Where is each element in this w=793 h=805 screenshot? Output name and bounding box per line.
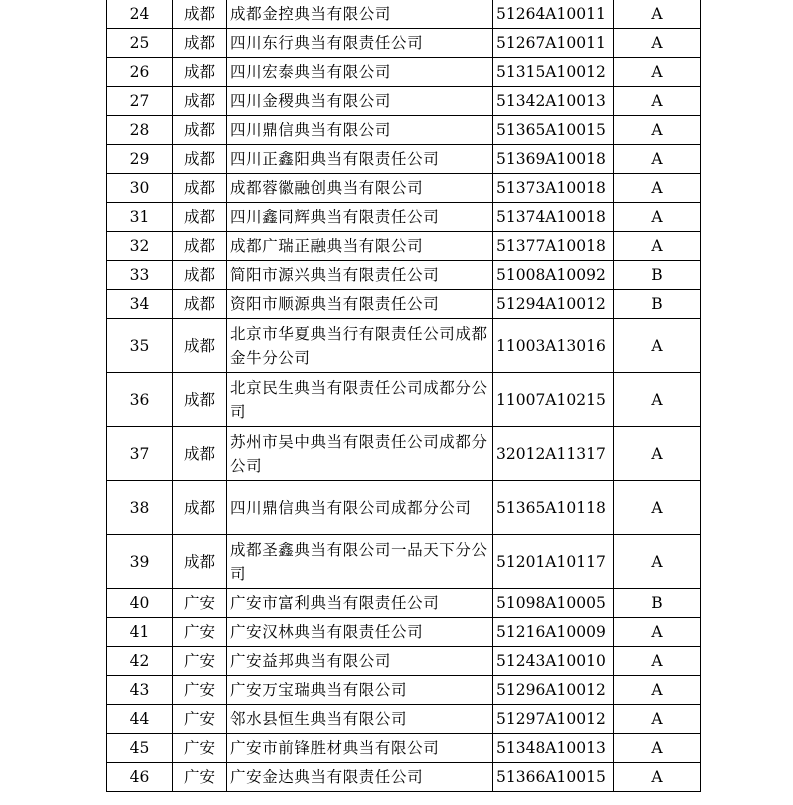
company-name-cell: 广安市富利典当有限责任公司 bbox=[227, 589, 493, 618]
city-cell: 成都 bbox=[173, 373, 227, 427]
company-name-cell: 北京市华夏典当行有限责任公司成都金牛分公司 bbox=[227, 319, 493, 373]
row-number: 33 bbox=[107, 261, 173, 290]
company-name-cell: 成都圣鑫典当有限公司一品天下分公司 bbox=[227, 535, 493, 589]
license-code-cell: 51267A10011 bbox=[493, 29, 614, 58]
table-row bbox=[107, 174, 701, 203]
table-row bbox=[107, 427, 701, 481]
city-cell: 成都 bbox=[173, 203, 227, 232]
city-cell: 广安 bbox=[173, 734, 227, 763]
rating-grade-cell: A bbox=[614, 0, 701, 29]
table-row bbox=[107, 261, 701, 290]
row-number: 29 bbox=[107, 145, 173, 174]
rating-grade-cell: A bbox=[614, 481, 701, 535]
license-code-cell: 51296A10012 bbox=[493, 676, 614, 705]
rating-grade-cell: A bbox=[614, 203, 701, 232]
license-code-cell: 51373A10018 bbox=[493, 174, 614, 203]
license-code-cell: 51098A10005 bbox=[493, 589, 614, 618]
license-code-cell: 32012A11317 bbox=[493, 427, 614, 481]
table-row bbox=[107, 319, 701, 373]
row-number: 46 bbox=[107, 763, 173, 792]
license-code-cell: 51348A10013 bbox=[493, 734, 614, 763]
table-row bbox=[107, 116, 701, 145]
row-number: 25 bbox=[107, 29, 173, 58]
license-code-cell: 51201A10117 bbox=[493, 535, 614, 589]
table-row bbox=[107, 145, 701, 174]
license-code-cell: 11007A10215 bbox=[493, 373, 614, 427]
row-number: 28 bbox=[107, 116, 173, 145]
rating-grade-cell: A bbox=[614, 232, 701, 261]
row-number: 24 bbox=[107, 0, 173, 29]
license-code-cell: 11003A13016 bbox=[493, 319, 614, 373]
license-code-cell: 51365A10015 bbox=[493, 116, 614, 145]
rating-grade-cell: A bbox=[614, 373, 701, 427]
table-row bbox=[107, 0, 701, 29]
rating-grade-cell: B bbox=[614, 261, 701, 290]
rating-grade-cell: A bbox=[614, 87, 701, 116]
row-number: 26 bbox=[107, 58, 173, 87]
city-cell: 成都 bbox=[173, 29, 227, 58]
city-cell: 广安 bbox=[173, 618, 227, 647]
pawnshop-rating-table bbox=[106, 0, 701, 792]
company-name-cell: 成都广瑞正融典当有限公司 bbox=[227, 232, 493, 261]
license-code-cell: 51294A10012 bbox=[493, 290, 614, 319]
row-number: 38 bbox=[107, 481, 173, 535]
city-cell: 广安 bbox=[173, 705, 227, 734]
company-name-cell: 北京民生典当有限责任公司成都分公司 bbox=[227, 373, 493, 427]
license-code-cell: 51369A10018 bbox=[493, 145, 614, 174]
company-name-cell: 成都金控典当有限公司 bbox=[227, 0, 493, 29]
rating-grade-cell: A bbox=[614, 116, 701, 145]
company-name-cell: 四川鼎信典当有限公司成都分公司 bbox=[227, 481, 493, 535]
company-name-cell: 广安益邦典当有限公司 bbox=[227, 647, 493, 676]
rating-grade-cell: A bbox=[614, 427, 701, 481]
license-code-cell: 51243A10010 bbox=[493, 647, 614, 676]
rating-grade-cell: A bbox=[614, 145, 701, 174]
rating-grade-cell: A bbox=[614, 58, 701, 87]
company-name-cell: 四川鑫同辉典当有限责任公司 bbox=[227, 203, 493, 232]
city-cell: 成都 bbox=[173, 232, 227, 261]
license-code-cell: 51366A10015 bbox=[493, 763, 614, 792]
rating-grade-cell: A bbox=[614, 29, 701, 58]
city-cell: 成都 bbox=[173, 116, 227, 145]
table-row bbox=[107, 589, 701, 618]
city-cell: 广安 bbox=[173, 763, 227, 792]
company-name-cell: 简阳市源兴典当有限责任公司 bbox=[227, 261, 493, 290]
rating-grade-cell: B bbox=[614, 589, 701, 618]
table-row bbox=[107, 29, 701, 58]
company-name-cell: 四川宏泰典当有限公司 bbox=[227, 58, 493, 87]
city-cell: 成都 bbox=[173, 261, 227, 290]
row-number: 27 bbox=[107, 87, 173, 116]
company-name-cell: 广安万宝瑞典当有限公司 bbox=[227, 676, 493, 705]
table-row bbox=[107, 676, 701, 705]
row-number: 34 bbox=[107, 290, 173, 319]
row-number: 36 bbox=[107, 373, 173, 427]
city-cell: 广安 bbox=[173, 647, 227, 676]
table-row bbox=[107, 232, 701, 261]
company-name-cell: 四川鼎信典当有限公司 bbox=[227, 116, 493, 145]
table-row bbox=[107, 618, 701, 647]
company-name-cell: 成都蓉徽融创典当有限公司 bbox=[227, 174, 493, 203]
company-name-cell: 广安金达典当有限责任公司 bbox=[227, 763, 493, 792]
city-cell: 成都 bbox=[173, 319, 227, 373]
license-code-cell: 51377A10018 bbox=[493, 232, 614, 261]
city-cell: 广安 bbox=[173, 676, 227, 705]
city-cell: 成都 bbox=[173, 145, 227, 174]
row-number: 44 bbox=[107, 705, 173, 734]
table-row bbox=[107, 203, 701, 232]
table-row bbox=[107, 705, 701, 734]
row-number: 42 bbox=[107, 647, 173, 676]
row-number: 30 bbox=[107, 174, 173, 203]
row-number: 43 bbox=[107, 676, 173, 705]
license-code-cell: 51216A10009 bbox=[493, 618, 614, 647]
rating-grade-cell: A bbox=[614, 174, 701, 203]
city-cell: 成都 bbox=[173, 174, 227, 203]
company-name-cell: 广安市前锋胜材典当有限公司 bbox=[227, 734, 493, 763]
license-code-cell: 51365A10118 bbox=[493, 481, 614, 535]
company-name-cell: 四川正鑫阳典当有限责任公司 bbox=[227, 145, 493, 174]
table-row bbox=[107, 535, 701, 589]
table-row bbox=[107, 290, 701, 319]
row-number: 45 bbox=[107, 734, 173, 763]
row-number: 37 bbox=[107, 427, 173, 481]
rating-grade-cell: B bbox=[614, 290, 701, 319]
city-cell: 成都 bbox=[173, 0, 227, 29]
table-row bbox=[107, 87, 701, 116]
rating-grade-cell: A bbox=[614, 734, 701, 763]
company-name-cell: 苏州市吴中典当有限责任公司成都分公司 bbox=[227, 427, 493, 481]
city-cell: 成都 bbox=[173, 58, 227, 87]
table-row bbox=[107, 481, 701, 535]
city-cell: 成都 bbox=[173, 427, 227, 481]
rating-grade-cell: A bbox=[614, 647, 701, 676]
table-row bbox=[107, 763, 701, 792]
table-row bbox=[107, 58, 701, 87]
license-code-cell: 51342A10013 bbox=[493, 87, 614, 116]
row-number: 32 bbox=[107, 232, 173, 261]
rating-grade-cell: A bbox=[614, 705, 701, 734]
company-name-cell: 邻水县恒生典当有限公司 bbox=[227, 705, 493, 734]
license-code-cell: 51315A10012 bbox=[493, 58, 614, 87]
row-number: 31 bbox=[107, 203, 173, 232]
city-cell: 成都 bbox=[173, 87, 227, 116]
table-row bbox=[107, 373, 701, 427]
city-cell: 成都 bbox=[173, 290, 227, 319]
table-row bbox=[107, 734, 701, 763]
rating-grade-cell: A bbox=[614, 763, 701, 792]
rating-grade-cell: A bbox=[614, 618, 701, 647]
row-number: 40 bbox=[107, 589, 173, 618]
rating-grade-cell: A bbox=[614, 676, 701, 705]
company-name-cell: 四川东行典当有限责任公司 bbox=[227, 29, 493, 58]
license-code-cell: 51008A10092 bbox=[493, 261, 614, 290]
city-cell: 成都 bbox=[173, 535, 227, 589]
rating-grade-cell: A bbox=[614, 535, 701, 589]
table-row bbox=[107, 647, 701, 676]
rating-grade-cell: A bbox=[614, 319, 701, 373]
company-name-cell: 四川金稷典当有限公司 bbox=[227, 87, 493, 116]
row-number: 35 bbox=[107, 319, 173, 373]
company-name-cell: 广安汉林典当有限责任公司 bbox=[227, 618, 493, 647]
row-number: 41 bbox=[107, 618, 173, 647]
city-cell: 广安 bbox=[173, 589, 227, 618]
company-name-cell: 资阳市顺源典当有限责任公司 bbox=[227, 290, 493, 319]
license-code-cell: 51374A10018 bbox=[493, 203, 614, 232]
license-code-cell: 51297A10012 bbox=[493, 705, 614, 734]
city-cell: 成都 bbox=[173, 481, 227, 535]
license-code-cell: 51264A10011 bbox=[493, 0, 614, 29]
row-number: 39 bbox=[107, 535, 173, 589]
